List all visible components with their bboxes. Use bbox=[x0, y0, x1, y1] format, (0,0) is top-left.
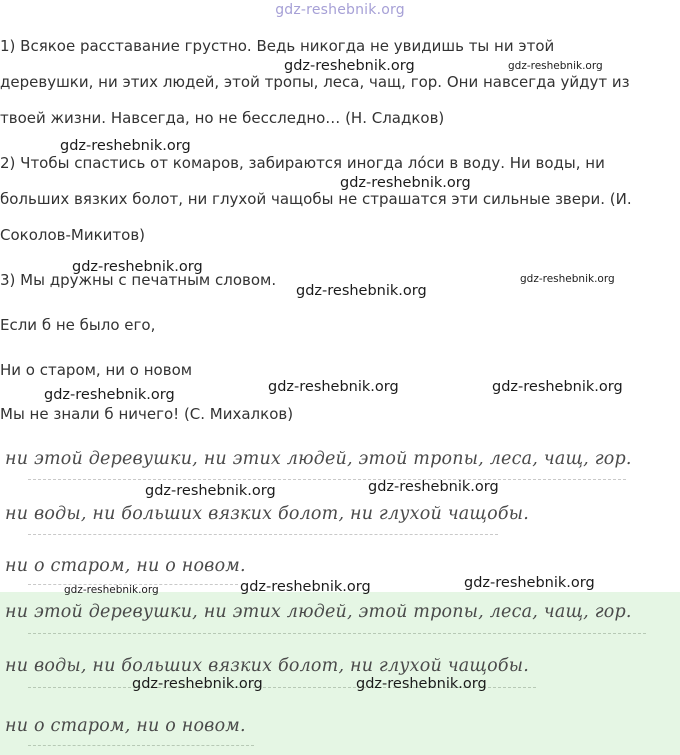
watermark: gdz-reshebnik.org bbox=[492, 379, 623, 395]
paragraph-3-line-4: Мы не знали б ничего! (С. Михалков) bbox=[0, 405, 294, 423]
highlighted-answer-3: ни о старом, ни о новом. bbox=[5, 716, 246, 736]
watermark: gdz-reshebnik.org bbox=[368, 479, 499, 495]
highlighted-answer-1: ни этой деревушки, ни этих людей, этой тропы, леса, чащ, гор. bbox=[5, 602, 632, 622]
paragraph-3-line-1: 3) Мы дружны с печатным словом. bbox=[0, 271, 277, 289]
watermark: gdz-reshebnik.org bbox=[284, 58, 415, 74]
watermark: gdz-reshebnik.org bbox=[64, 584, 159, 596]
handwritten-answer-3: ни о старом, ни о новом. bbox=[5, 556, 246, 576]
watermark: gdz-reshebnik.org bbox=[240, 579, 371, 595]
underline-dashes bbox=[28, 633, 646, 634]
watermark: gdz-reshebnik.org bbox=[464, 575, 595, 591]
highlighted-answer-panel bbox=[0, 592, 680, 755]
watermark: gdz-reshebnik.org bbox=[268, 379, 399, 395]
paragraph-1-line-1: 1) Всякое расставание грустно. Ведь никогда не увидишь ты ни этой bbox=[0, 37, 555, 55]
watermark: gdz-reshebnik.org bbox=[145, 483, 276, 499]
highlighted-answer-2: ни воды, ни больших вязких болот, ни глухой чащобы. bbox=[5, 656, 529, 676]
watermark: gdz-reshebnik.org bbox=[44, 387, 175, 403]
site-header[interactable]: gdz-reshebnik.org bbox=[275, 2, 405, 18]
watermark: gdz-reshebnik.org bbox=[508, 60, 603, 72]
paragraph-2-line-3: Соколов-Микитов) bbox=[0, 226, 146, 244]
paragraph-2-line-1: 2) Чтобы спастись от комаров, забираются иногда лóси в воду. Ни воды, ни bbox=[0, 154, 605, 172]
watermark: gdz-reshebnik.org bbox=[132, 676, 263, 692]
watermark: gdz-reshebnik.org bbox=[356, 676, 487, 692]
handwritten-answer-1: ни этой деревушки, ни этих людей, этой тропы, леса, чащ, гор. bbox=[5, 449, 632, 469]
watermark: gdz-reshebnik.org bbox=[60, 138, 191, 154]
watermark: gdz-reshebnik.org bbox=[72, 259, 203, 275]
underline-dashes bbox=[28, 534, 498, 535]
underline-dashes bbox=[28, 745, 254, 746]
watermark: gdz-reshebnik.org bbox=[340, 175, 471, 191]
paragraph-3-line-2: Если б не было его, bbox=[0, 316, 156, 334]
underline-dashes bbox=[28, 479, 626, 480]
watermark: gdz-reshebnik.org bbox=[296, 283, 427, 299]
paragraph-2-line-2: больших вязких болот, ни глухой чащобы не страшатся эти сильные звери. (И. bbox=[0, 190, 632, 208]
paragraph-3-line-3: Ни о старом, ни о новом bbox=[0, 361, 193, 379]
paragraph-1-line-2: деревушки, ни этих людей, этой тропы, леса, чащ, гор. Они навсегда уйдут из bbox=[0, 73, 630, 91]
paragraph-1-line-3: твоей жизни. Навсегда, но не бесследно… (Н. Сладков) bbox=[0, 109, 445, 127]
handwritten-answer-2: ни воды, ни больших вязких болот, ни глухой чащобы. bbox=[5, 504, 529, 524]
watermark: gdz-reshebnik.org bbox=[520, 273, 615, 285]
